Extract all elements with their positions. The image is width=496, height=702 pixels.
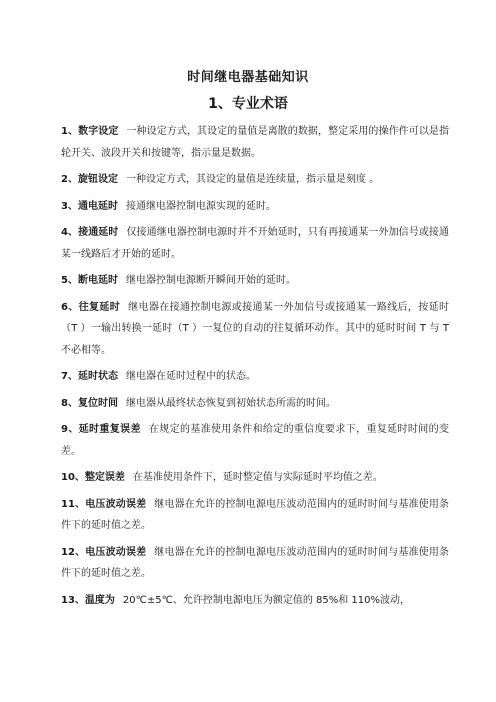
item-term: 旋钮设定 (77, 174, 118, 185)
item-term: 数字设定 (78, 126, 119, 137)
item-term: 延时重复误差 (78, 424, 141, 435)
term-item-11 (61, 494, 449, 537)
item-number: 10、 (61, 472, 85, 483)
item-number: 8、 (61, 397, 78, 409)
term-item-7 (61, 366, 449, 388)
item-text: 接通继电器控制电源实现的延时。 (125, 200, 276, 212)
item-text: 一种设定方式，其设定的量值是连续量，指示量是刻度 。 (125, 174, 380, 185)
item-text: 一种设定方式，其设定的量值是离散的数据，整定采用的操作件可以是指轮开关、波段开关和按键等，指示量是数据。 (61, 126, 449, 159)
item-number: 13、 (61, 594, 85, 606)
item-term: 通电延时 (77, 200, 118, 212)
term-item-4 (61, 222, 449, 265)
item-text: 仅接通继电器控制电源时并不开始延时，只有再接通某一外加信号或接通某一线路后才开始的延时。 (61, 227, 449, 260)
term-item-10 (61, 467, 449, 489)
document-title: 时间继电器基础知识 (187, 70, 309, 85)
item-number: 1、 (61, 126, 79, 137)
item-number: 2、 (61, 174, 78, 185)
item-number: 7、 (61, 371, 78, 382)
term-item-8 (61, 393, 449, 415)
term-item-13 (61, 590, 449, 612)
item-term: 接通延时 (78, 227, 119, 238)
item-term: 往复延时 (78, 301, 121, 313)
term-item-9 (61, 419, 449, 462)
term-item-12 (61, 542, 449, 585)
item-number: 11、 (61, 498, 86, 510)
item-text: 20℃±5℃、允许控制电源电压为额定值的 85%和 110%波动， (122, 594, 411, 606)
term-item-2 (61, 169, 449, 191)
item-number: 9、 (61, 424, 79, 435)
document-body (61, 121, 449, 616)
item-term: 温度为 (84, 594, 115, 606)
item-term: 复位时间 (77, 397, 118, 409)
term-item-6 (61, 297, 449, 362)
item-text: 继电器在延时过程中的状态。 (125, 371, 256, 382)
item-number: 6、 (61, 301, 79, 313)
item-text: 继电器控制电源断开瞬间开始的延时。 (125, 275, 296, 286)
item-number: 4、 (61, 227, 79, 238)
term-item-3 (61, 196, 449, 218)
item-term: 断电延时 (77, 275, 118, 286)
item-number: 5、 (61, 275, 78, 286)
item-number: 12、 (61, 546, 86, 558)
item-text: 继电器从最终状态恢复到初始状态所需的时间。 (125, 397, 336, 409)
item-text: 继电器在允许的控制电源电压波动范围内的延时时间与基准使用条件下的延时值之差。 (61, 498, 450, 531)
item-term: 延时状态 (77, 371, 118, 382)
item-term: 电压波动误差 (85, 498, 147, 510)
term-item-5 (61, 270, 449, 292)
item-text: 在基准使用条件下，延时整定值与实际延时平均值之差。 (132, 472, 383, 483)
item-text: 继电器在允许的控制电源电压波动范围内的延时时间与基准使用条件下的延时值之差。 (61, 546, 450, 579)
section-heading: 1、专业术语 (208, 96, 288, 112)
item-term: 电压波动误差 (85, 546, 147, 558)
term-item-1 (61, 121, 449, 164)
item-text: 在规定的基准使用条件和给定的重信度要求下，重复延时时间的变差。 (61, 424, 449, 457)
item-term: 整定误差 (84, 472, 125, 483)
item-text: 继电器在接通控制电源或接通某一外加信号或接通某一路线后，按延时（T ）一输出转换一延时（T ）一复位的自动的往复循环动作。其中的延时时间 T 与 T 不必相等。 (61, 301, 449, 356)
item-number: 3、 (61, 200, 78, 212)
